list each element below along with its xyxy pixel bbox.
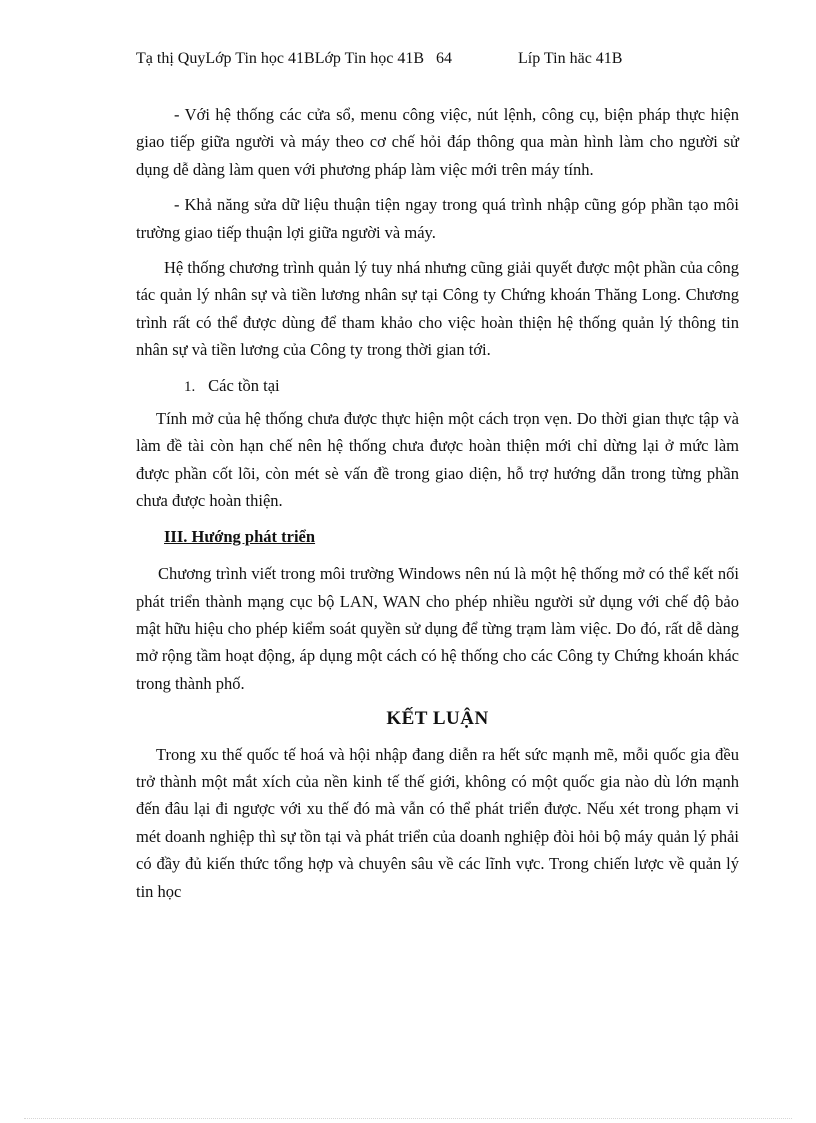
list-item-limitations [184,372,739,401]
page-bottom-divider [24,1118,792,1119]
conclusion-title: KẾT LUẬN [386,708,489,730]
paragraph-data-editing: - Khả năng sửa dữ liệu thuận tiện ngay trong quá trình nhập cũng góp phần tạo môi trường giao tiếp thuận lợi giữa người và máy. [136,195,739,242]
list-item-label: Các tồn tại [208,375,280,395]
header-author-class: Tạ thị QuyLớp Tin học 41BLớp Tin học 41B [136,50,425,67]
paragraph-conclusion: Trong xu thế quốc tế hoá và hội nhập đang diễn ra hết sức mạnh mẽ, mỗi quốc gia đều trở thành một mắt xích của nền kinh tế thế giới, không có một quốc gia nào dù lớn mạnh đến đâu lại đi ngược với xu thế đó mà vẫn có thể phát triển được. Nếu xét trong phạm vi mét doanh nghiệp thì sự tồn tại và phát triển của doanh nghiệp đòi hỏi bộ máy quản lý phải có đầy đủ kiến thức tổng hợp và chuyên sâu về các lĩnh vực. Trong chiến lược về quản lý tin học [136,744,739,901]
section-heading-development: III. Hướng phát triển [164,526,316,546]
page-number: 64 [436,50,452,67]
paragraph-limitations: Tính mở của hệ thống chưa được thực hiện một cách trọn vẹn. Do thời gian thực tập và làm đề tài còn hạn chế nên hệ thống chưa được hoàn thiện mới chỉ dừng lại ở mức làm được phần cốt lõi, còn mét sè vấn đề trong giao diện, hỗ trợ hướng dẫn trong từng phần chưa được hoàn thiện. [136,409,739,511]
list-item-number: 1. [184,378,196,395]
header-class-right: Líp Tin häc 41B [518,50,623,67]
page-header [136,50,696,72]
document-body [136,101,739,913]
paragraph-development: Chương trình viết trong môi trường Windows nên nú là một hệ thống mở có thể kết nối phát triển thành mạng cục bộ LAN, WAN cho phép nhiều người sử dụng với chế độ bảo mật hữu hiệu cho phép kiểm soát quyền sử dụng để từng trạm làm việc. Do đó, rất dễ dàng mở rộng tầm hoạt động, áp dụng một cách có hệ thống cho các Công ty Chứng khoán khác trong thành phố. [136,564,739,693]
paragraph-interface-features: - Với hệ thống các cửa sổ, menu công việc, nút lệnh, công cụ, biện pháp thực hiện giao tiếp giữa người và máy theo cơ chế hỏi đáp thông qua màn hình làm cho người sử dụng dễ dàng làm quen với phương pháp làm việc mới trên máy tính. [136,105,739,179]
paragraph-system-summary: Hệ thống chương trình quản lý tuy nhá nhưng cũng giải quyết được một phần của công tác quản lý nhân sự và tiền lương nhân sự tại Công ty Chứng khoán Thăng Long. Chương trình rất có thể được dùng để tham khảo cho việc hoàn thiện hệ thống quản lý thông tin nhân sự và tiền lương của Công ty trong thời gian tới. [136,258,739,360]
